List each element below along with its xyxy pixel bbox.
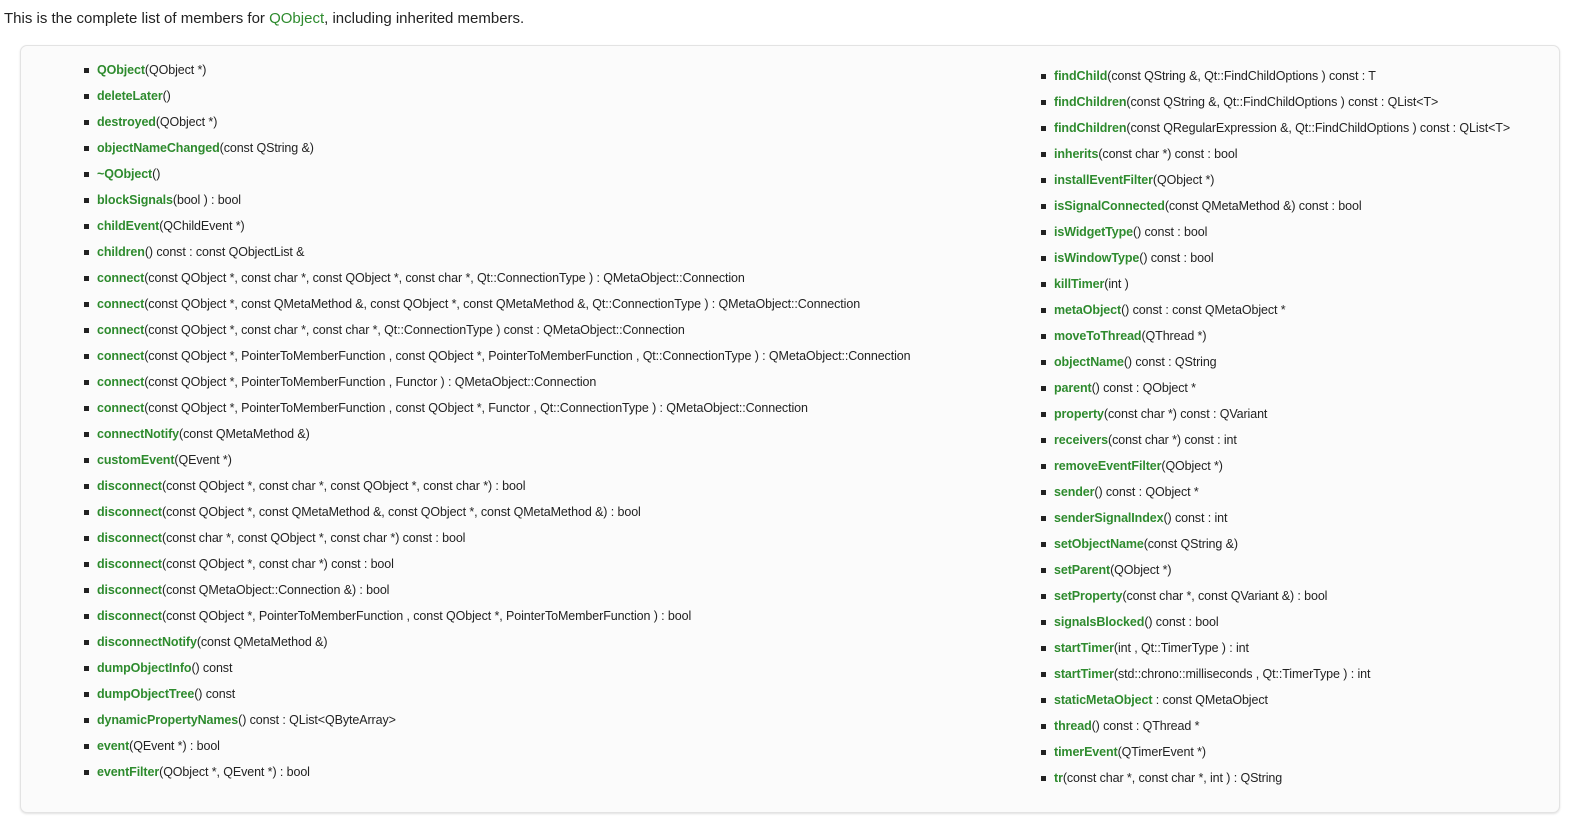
member-signature: () const : const QObjectList & xyxy=(144,245,305,259)
member-item xyxy=(1041,667,1561,682)
member-signature: () const : bool xyxy=(1139,251,1214,265)
member-item xyxy=(84,661,914,676)
member-link[interactable]: disconnect xyxy=(97,479,162,493)
member-item xyxy=(1041,329,1561,344)
member-signature: (bool ) : bool xyxy=(172,193,241,207)
member-item xyxy=(1041,485,1561,500)
member-item xyxy=(1041,147,1561,162)
member-link[interactable]: QObject xyxy=(97,63,145,77)
member-list-right xyxy=(1041,69,1561,797)
member-item xyxy=(1041,719,1561,734)
member-signature: () const : QObject * xyxy=(1094,485,1199,499)
member-item xyxy=(84,401,914,416)
member-link[interactable]: findChildren xyxy=(1054,95,1127,109)
member-signature: (QObject *, QEvent *) : bool xyxy=(159,765,310,779)
member-item xyxy=(84,219,914,234)
member-link[interactable]: deleteLater xyxy=(97,89,163,103)
member-item xyxy=(1041,173,1561,188)
member-signature: (QTimerEvent *) xyxy=(1117,745,1206,759)
member-link[interactable]: ~QObject xyxy=(97,167,153,181)
member-item xyxy=(1041,303,1561,318)
member-signature: (const QObject *, const char *, const char *, Qt::ConnectionType ) const : QMetaObject::Connection xyxy=(144,323,685,337)
member-item xyxy=(84,297,914,312)
member-signature: (const QMetaMethod &) const : bool xyxy=(1164,199,1362,213)
member-signature: (const QString &) xyxy=(219,141,314,155)
member-link[interactable]: eventFilter xyxy=(97,765,160,779)
member-link[interactable]: sender xyxy=(1054,485,1095,499)
member-signature: () xyxy=(162,89,171,103)
member-signature: () const : QThread * xyxy=(1091,719,1200,733)
member-item xyxy=(1041,69,1561,84)
member-link[interactable]: isWidgetType xyxy=(1054,225,1134,239)
member-link[interactable]: event xyxy=(97,739,130,753)
member-signature: (const char *) const : QVariant xyxy=(1103,407,1268,421)
member-signature: (int , Qt::TimerType ) : int xyxy=(1113,641,1249,655)
member-link[interactable]: connectNotify xyxy=(97,427,180,441)
member-signature: (const QObject *, const char *, const QObject *, const char *, Qt::ConnectionType ) : QMetaObject::Connection xyxy=(144,271,745,285)
member-signature: (const QObject *, const char *, const QObject *, const char *) : bool xyxy=(162,479,526,493)
member-item xyxy=(1041,537,1561,552)
member-signature: (QThread *) xyxy=(1141,329,1207,343)
member-link[interactable]: startTimer xyxy=(1054,667,1114,681)
member-item xyxy=(84,557,914,572)
member-signature: (const QMetaObject::Connection &) : bool xyxy=(162,583,390,597)
member-signature: (std::chrono::milliseconds , Qt::TimerType ) : int xyxy=(1113,667,1371,681)
member-link[interactable]: removeEventFilter xyxy=(1054,459,1162,473)
member-link[interactable]: connect xyxy=(97,323,145,337)
member-item xyxy=(84,531,914,546)
member-signature: (const QString &, Qt::FindChildOptions ) const : QList<T> xyxy=(1126,95,1439,109)
member-item xyxy=(84,323,914,338)
member-link[interactable]: isSignalConnected xyxy=(1054,199,1165,213)
member-link[interactable]: moveToThread xyxy=(1054,329,1142,343)
member-link[interactable]: property xyxy=(1054,407,1104,421)
member-link[interactable]: disconnect xyxy=(97,583,162,597)
member-link[interactable]: customEvent xyxy=(97,453,175,467)
member-signature: (QChildEvent *) xyxy=(159,219,245,233)
member-link[interactable]: thread xyxy=(1054,719,1092,733)
member-signature: (QObject *) xyxy=(144,63,207,77)
member-link[interactable]: setProperty xyxy=(1054,589,1123,603)
member-link[interactable]: startTimer xyxy=(1054,641,1114,655)
member-list-left xyxy=(84,63,914,791)
member-signature: (const char *, const QVariant &) : bool xyxy=(1122,589,1328,603)
intro-before: This is the complete list of members for xyxy=(4,10,270,27)
member-link[interactable]: disconnect xyxy=(97,609,162,623)
member-link[interactable]: connect xyxy=(97,271,145,285)
qobject-class-link[interactable]: QObject xyxy=(269,10,325,27)
member-link[interactable]: dynamicPropertyNames xyxy=(97,713,239,727)
member-link[interactable]: timerEvent xyxy=(1054,745,1118,759)
member-item xyxy=(1041,511,1561,526)
member-signature: (const char *) const : int xyxy=(1108,433,1237,447)
member-item xyxy=(84,427,914,442)
member-item xyxy=(84,63,914,78)
member-link[interactable]: setObjectName xyxy=(1054,537,1144,551)
member-link[interactable]: disconnect xyxy=(97,531,162,545)
member-signature: (const QObject *, PointerToMemberFunction , const QObject *, Functor , Qt::ConnectionType ) : QMetaObject::Connection xyxy=(144,401,808,415)
member-signature: (const QRegularExpression &, Qt::FindChildOptions ) const : QList<T> xyxy=(1126,121,1511,135)
member-item xyxy=(1041,95,1561,110)
member-item xyxy=(84,453,914,468)
member-item xyxy=(1041,121,1561,136)
member-link[interactable]: connect xyxy=(97,349,145,363)
member-link[interactable]: staticMetaObject xyxy=(1054,693,1153,707)
intro-after: , including inherited members. xyxy=(324,10,525,27)
member-link[interactable]: childEvent xyxy=(97,219,160,233)
member-signature: (QEvent *) : bool xyxy=(129,739,220,753)
member-link[interactable]: disconnect xyxy=(97,505,162,519)
member-item xyxy=(84,349,914,364)
member-signature: () const : QObject * xyxy=(1091,381,1196,395)
member-item xyxy=(84,583,914,598)
member-signature: () const : bool xyxy=(1133,225,1208,239)
member-item xyxy=(1041,433,1561,448)
member-item xyxy=(84,375,914,390)
member-link[interactable]: findChildren xyxy=(1054,121,1127,135)
member-link[interactable]: objectName xyxy=(1054,355,1124,369)
member-link[interactable]: dumpObjectTree xyxy=(97,687,195,701)
member-item xyxy=(84,141,914,156)
member-item xyxy=(84,505,914,520)
member-item xyxy=(1041,459,1561,474)
member-signature: () const xyxy=(194,687,236,701)
member-item xyxy=(1041,771,1561,786)
member-link[interactable]: destroyed xyxy=(97,115,156,129)
member-item xyxy=(84,115,914,130)
member-link[interactable]: installEventFilter xyxy=(1054,173,1153,187)
member-item xyxy=(84,479,914,494)
member-signature: (const QObject *, const QMetaMethod &, const QObject *, const QMetaMethod &, Qt::ConnectionType ) : QMetaObject::Connection xyxy=(144,297,861,311)
member-signature: (const QObject *, const char *) const : bool xyxy=(162,557,394,571)
member-link[interactable]: dumpObjectInfo xyxy=(97,661,192,675)
member-item xyxy=(84,193,914,208)
member-signature: () const : int xyxy=(1163,511,1228,525)
member-item xyxy=(1041,407,1561,422)
member-signature: (QObject *) xyxy=(1110,563,1172,577)
member-link[interactable]: receivers xyxy=(1054,433,1109,447)
member-item xyxy=(84,739,914,754)
member-link[interactable]: signalsBlocked xyxy=(1054,615,1145,629)
member-link[interactable]: disconnect xyxy=(97,557,162,571)
member-item xyxy=(1041,251,1561,266)
member-item xyxy=(84,609,914,624)
member-signature: () const : QString xyxy=(1123,355,1217,369)
member-signature: (QObject *) xyxy=(1161,459,1223,473)
member-signature: (const QObject *, const QMetaMethod &, const QObject *, const QMetaMethod &) : bool xyxy=(162,505,641,519)
member-signature: () const : const QMetaObject * xyxy=(1121,303,1286,317)
member-item xyxy=(1041,381,1561,396)
member-link[interactable]: tr xyxy=(1054,771,1063,785)
member-item xyxy=(1041,355,1561,370)
member-signature: (const char *, const QObject *, const char *) const : bool xyxy=(162,531,466,545)
member-signature: (const char *, const char *, int ) : QString xyxy=(1062,771,1283,785)
member-link[interactable]: blockSignals xyxy=(97,193,173,207)
member-signature: : const QMetaObject xyxy=(1152,693,1268,707)
member-item xyxy=(1041,589,1561,604)
member-item xyxy=(84,713,914,728)
member-signature: (const QMetaMethod &) xyxy=(179,427,310,441)
member-link[interactable]: connect xyxy=(97,297,145,311)
member-item xyxy=(1041,563,1561,578)
member-link[interactable]: connect xyxy=(97,375,145,389)
member-item xyxy=(1041,199,1561,214)
member-signature: (QEvent *) xyxy=(174,453,232,467)
member-signature: (QObject *) xyxy=(155,115,218,129)
member-link[interactable]: parent xyxy=(1054,381,1092,395)
member-item xyxy=(1041,641,1561,656)
member-link[interactable]: setParent xyxy=(1054,563,1111,577)
member-signature: (const char *) const : bool xyxy=(1098,147,1238,161)
member-item xyxy=(1041,225,1561,240)
member-item xyxy=(84,635,914,650)
member-item xyxy=(1041,615,1561,630)
member-item xyxy=(1041,693,1561,708)
member-link[interactable]: objectNameChanged xyxy=(97,141,220,155)
member-signature: (QObject *) xyxy=(1152,173,1215,187)
member-signature: (const QString &) xyxy=(1143,537,1238,551)
member-link[interactable]: disconnectNotify xyxy=(97,635,197,649)
member-signature: (const QObject *, PointerToMemberFunction , const QObject *, PointerToMemberFunction , Qt::ConnectionType ) : QMetaObject::Connection xyxy=(144,349,911,363)
member-item xyxy=(84,687,914,702)
member-signature: (const QObject *, PointerToMemberFunction , const QObject *, PointerToMemberFunction ) : bool xyxy=(162,609,692,623)
member-link[interactable]: children xyxy=(97,245,145,259)
member-signature: (int ) xyxy=(1104,277,1129,291)
member-signature: () xyxy=(152,167,161,181)
member-signature: () const xyxy=(191,661,233,675)
member-signature: () const : QList<QByteArray> xyxy=(238,713,396,727)
member-link[interactable]: inherits xyxy=(1054,147,1099,161)
member-signature: (const QObject *, PointerToMemberFunction , Functor ) : QMetaObject::Connection xyxy=(144,375,597,389)
member-item xyxy=(84,89,914,104)
member-link[interactable]: metaObject xyxy=(1054,303,1122,317)
member-item xyxy=(84,167,914,182)
member-item xyxy=(84,765,914,780)
member-link[interactable]: connect xyxy=(97,401,145,415)
member-signature: (const QMetaMethod &) xyxy=(196,635,328,649)
member-item xyxy=(1041,277,1561,292)
member-item xyxy=(84,271,914,286)
member-signature: () const : bool xyxy=(1144,615,1219,629)
member-signature: (const QString &, Qt::FindChildOptions ) const : T xyxy=(1107,69,1376,83)
member-link[interactable]: senderSignalIndex xyxy=(1054,511,1164,525)
member-item xyxy=(1041,745,1561,760)
intro-text xyxy=(4,10,524,27)
member-item xyxy=(84,245,914,260)
member-link[interactable]: isWindowType xyxy=(1054,251,1140,265)
member-link[interactable]: killTimer xyxy=(1054,277,1105,291)
member-link[interactable]: findChild xyxy=(1054,69,1108,83)
